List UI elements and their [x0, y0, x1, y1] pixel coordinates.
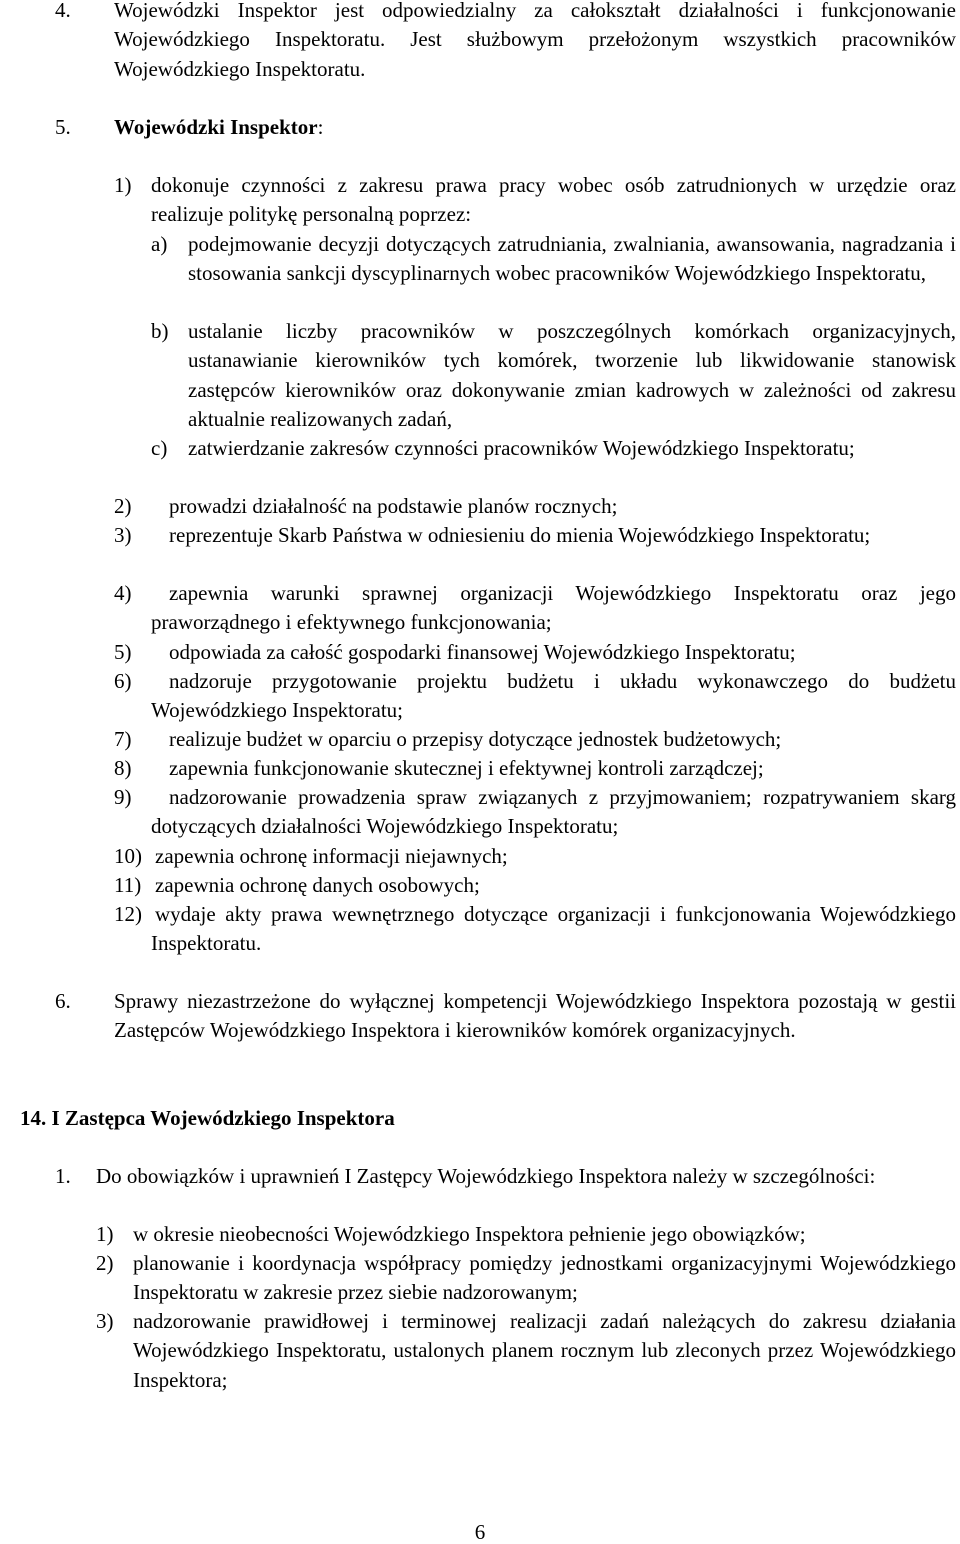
duty-number: 9) [114, 785, 132, 809]
duty-number: 8) [114, 756, 132, 780]
duty-number: 3) [114, 523, 132, 547]
duty-text: planowanie i koordynacja współpracy pomiędzy jednostkami organizacyjnymi Wojewódzkiego Inspektoratu w zakresie przez siebie nadzorowanym; [133, 1251, 956, 1305]
item-number: 5. [55, 115, 71, 139]
duty-number: 2) [114, 494, 132, 518]
duty-text: zapewnia ochronę danych osobowych; [155, 873, 480, 897]
duty-text: nadzorowanie prowadzenia spraw związanych z przyjmowaniem; rozpatrywaniem skarg dotyczących działalności Wojewódzkiego Inspektoratu; [151, 785, 956, 839]
item-text: Sprawy niezastrzeżone do wyłącznej kompetencji Wojewódzkiego Inspektora pozostają w gestii Zastępców Wojewódzkiego Inspektora i kierowników komórek organizacyjnych. [114, 989, 956, 1043]
duty-text: nadzorowanie prawidłowej i terminowej realizacji zadań należących do zakresu działania Wojewódzkiego Inspektoratu, ustalonych planem rocznym lub zleconych przez Wojewódzkiego Inspektora; [133, 1309, 956, 1392]
duty-number: 1) [96, 1222, 114, 1246]
item-text: Do obowiązków i uprawnień I Zastępcy Wojewódzkiego Inspektora należy w szczególności: [96, 1164, 876, 1188]
duty-text: zapewnia ochronę informacji niejawnych; [155, 844, 508, 868]
duty-text: zapewnia funkcjonowanie skutecznej i efektywnej kontroli zarządczej; [169, 756, 764, 780]
duty-text: dokonuje czynności z zakresu prawa pracy wobec osób zatrudnionych w urzędzie oraz realizuje politykę personalną poprzez: [151, 173, 956, 227]
duty-number: 2) [96, 1251, 114, 1275]
item-number: 1. [55, 1164, 71, 1188]
duty-text: zapewnia warunki sprawnej organizacji Wojewódzkiego Inspektoratu oraz jego praworządnego i efektywnego funkcjonowania; [151, 581, 956, 635]
subduty-number: a) [151, 232, 168, 256]
duty-number: 11) [114, 873, 142, 897]
duty-number: 1) [114, 173, 132, 197]
duty-number: 5) [114, 640, 132, 664]
duty-number: 6) [114, 669, 132, 693]
duty-text: odpowiada za całość gospodarki finansowej Wojewódzkiego Inspektoratu; [169, 640, 796, 664]
duty-text: w okresie nieobecności Wojewódzkiego Inspektora pełnienie jego obowiązków; [133, 1222, 806, 1246]
duty-text: reprezentuje Skarb Państwa w odniesieniu do mienia Wojewódzkiego Inspektoratu; [169, 523, 871, 547]
item-heading-colon: : [317, 115, 324, 139]
duty-text: nadzoruje przygotowanie projektu budżetu i układu wykonawczego do budżetu Wojewódzkiego Inspektoratu; [151, 669, 956, 723]
subduty-text: podejmowanie decyzji dotyczących zatrudniania, zwalniania, awansowania, nagradzania i stosowania sankcji dyscyplinarnych wobec pracowników Wojewódzkiego Inspektoratu, [188, 232, 956, 286]
item-number: 4. [55, 0, 71, 22]
item-text: Wojewódzki Inspektor jest odpowiedzialny za całokształt działalności i funkcjonowanie Wojewódzkiego Inspektoratu. Jest służbowym przełożonym wszystkich pracowników Wojewódzkiego Inspektoratu. [114, 0, 956, 81]
subduty-number: b) [151, 319, 169, 343]
subduty-text: ustalanie liczby pracowników w poszczególnych komórkach organizacyjnych, ustanawianie kierowników tych komórek, tworzenie lub likwidowanie stanowisk zastępców kierowników oraz dokonywanie zmian kadrowych w zależności od zakresu aktualnie realizowanych zadań, [188, 319, 956, 431]
duty-text: prowadzi działalność na podstawie planów rocznych; [169, 494, 618, 518]
subduty-number: c) [151, 436, 168, 460]
item-heading-title: Wojewódzki Inspektor [114, 115, 318, 139]
item-number: 6. [55, 989, 71, 1013]
duty-number: 4) [114, 581, 132, 605]
duty-number: 7) [114, 727, 132, 751]
duty-text: wydaje akty prawa wewnętrznego dotyczące organizacji i funkcjonowania Wojewódzkiego Inspektoratu. [151, 902, 956, 956]
page-number: 6 [474, 1520, 486, 1544]
item-heading [114, 113, 323, 142]
duty-text: realizuje budżet w oparciu o przepisy dotyczące jednostek budżetowych; [169, 727, 782, 751]
duty-number: 10) [114, 844, 142, 868]
section-heading: 14. I Zastępca Wojewódzkiego Inspektora [20, 1106, 395, 1130]
subduty-text: zatwierdzanie zakresów czynności pracowników Wojewódzkiego Inspektoratu; [188, 436, 855, 460]
duty-number: 3) [96, 1309, 114, 1333]
duty-number: 12) [114, 902, 142, 926]
